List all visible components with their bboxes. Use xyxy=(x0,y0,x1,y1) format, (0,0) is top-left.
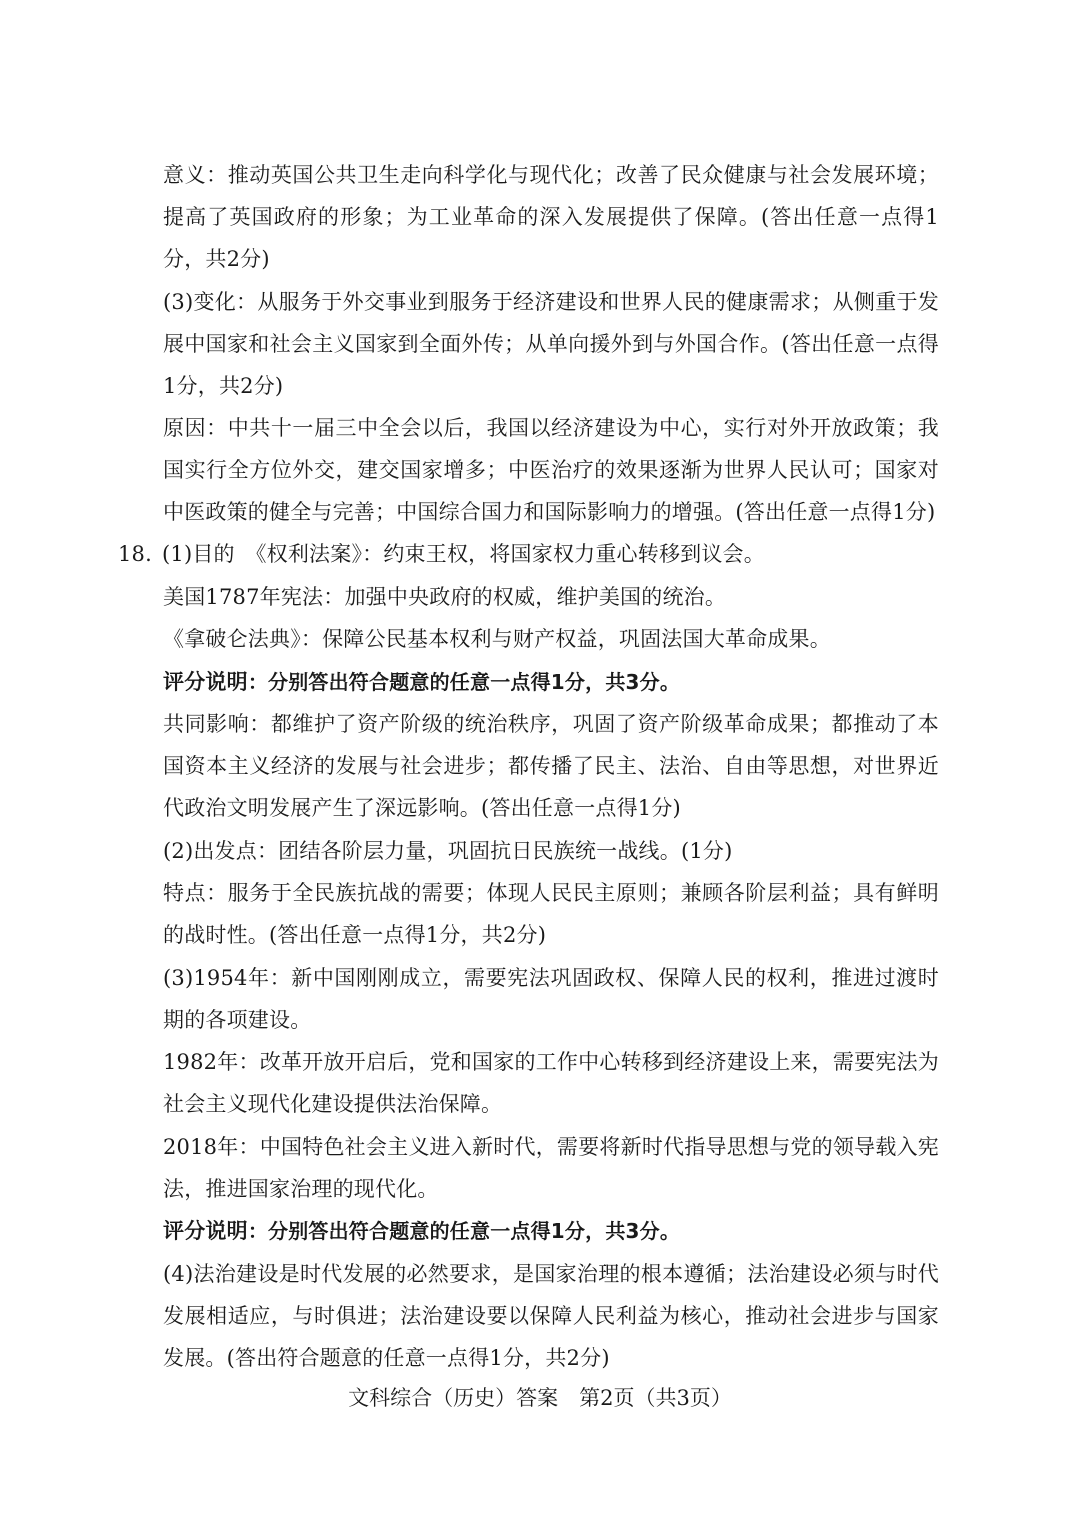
scoring-note-label: 评分说明 xyxy=(163,669,248,694)
purpose-text: (1)目的 《权利法案》：约束王权，将国家权力重心转移到议会。 xyxy=(162,542,765,566)
napoleonic-code-paragraph: 《拿破仑法典》：保障公民基本权利与财产权益，巩固法国大革命成果。 xyxy=(163,627,831,651)
scoring-note-text: ：分别答出符合题意的任意一点得1分，共3分。 xyxy=(247,1219,681,1243)
starting-point-paragraph: (2)出发点：团结各阶层力量，巩固抗日民族统一战线。(1分) xyxy=(163,839,733,863)
constitution-1954-paragraph: (3)1954年：新中国刚刚成立，需要宪法巩固政权、保障人民的权利，推进过渡时期的各项建设。 xyxy=(163,966,939,1032)
constitution-2018-paragraph: 2018年：中国特色社会主义进入新时代，需要将新时代指导思想与党的领导载入宪法，推进国家治理的现代化。 xyxy=(163,1135,939,1201)
scoring-note-label: 评分说明 xyxy=(163,1218,248,1243)
significance-paragraph: 意义：推动英国公共卫生走向科学化与现代化；改善了民众健康与社会发展环境；提高了英国政府的形象；为工业革命的深入发展提供了保障。(答出任意一点得1分，共2分) xyxy=(163,163,939,271)
rule-of-law-paragraph: (4)法治建设是时代发展的必然要求，是国家治理的根本遵循；法治建设必须与时代发展相适应，与时俱进；法治建设要以保障人民利益为核心，推动社会进步与国家发展。(答出符合题意的任意一点得1分，共2分) xyxy=(163,1262,939,1370)
constitution-1982-paragraph: 1982年：改革开放开启后，党和国家的工作中心转移到经济建设上来，需要宪法为社会主义现代化建设提供法治保障。 xyxy=(163,1050,939,1116)
reason-paragraph: 原因：中共十一届三中全会以后，我国以经济建设为中心，实行对外开放政策；我国实行全方位外交，建交国家增多；中医治疗的效果逐渐为世界人民认可；国家对中医政策的健全与完善；中国综合国力和国际影响力的增强。(答出任意一点得1分) xyxy=(163,416,939,524)
page-footer: 文科综合（历史）答案 第2页（共3页） xyxy=(348,1386,732,1410)
question-18-part-1-paragraph xyxy=(118,533,939,575)
scoring-note-text: ：分别答出符合题意的任意一点得1分，共3分。 xyxy=(247,670,681,694)
question-number: 18. xyxy=(118,542,152,566)
scoring-note-1 xyxy=(163,661,939,703)
change-paragraph: (3)变化：从服务于外交事业到服务于经济建设和世界人民的健康需求；从侧重于发展中国家和社会主义国家到全面外传；从单向援外到与外国合作。(答出任意一点得1分，共2分) xyxy=(163,290,939,398)
scoring-note-2 xyxy=(163,1210,939,1252)
us-constitution-paragraph: 美国1787年宪法：加强中央政府的权威，维护美国的统治。 xyxy=(163,585,727,609)
features-paragraph: 特点：服务于全民族抗战的需要；体现人民民主原则；兼顾各阶层利益；具有鲜明的战时性。(答出任意一点得1分，共2分) xyxy=(163,881,939,947)
common-impact-paragraph: 共同影响：都维护了资产阶级的统治秩序，巩固了资产阶级革命成果；都推动了本国资本主义经济的发展与社会进步；都传播了民主、法治、自由等思想，对世界近代政治文明发展产生了深远影响。(答出任意一点得1分) xyxy=(163,712,939,820)
